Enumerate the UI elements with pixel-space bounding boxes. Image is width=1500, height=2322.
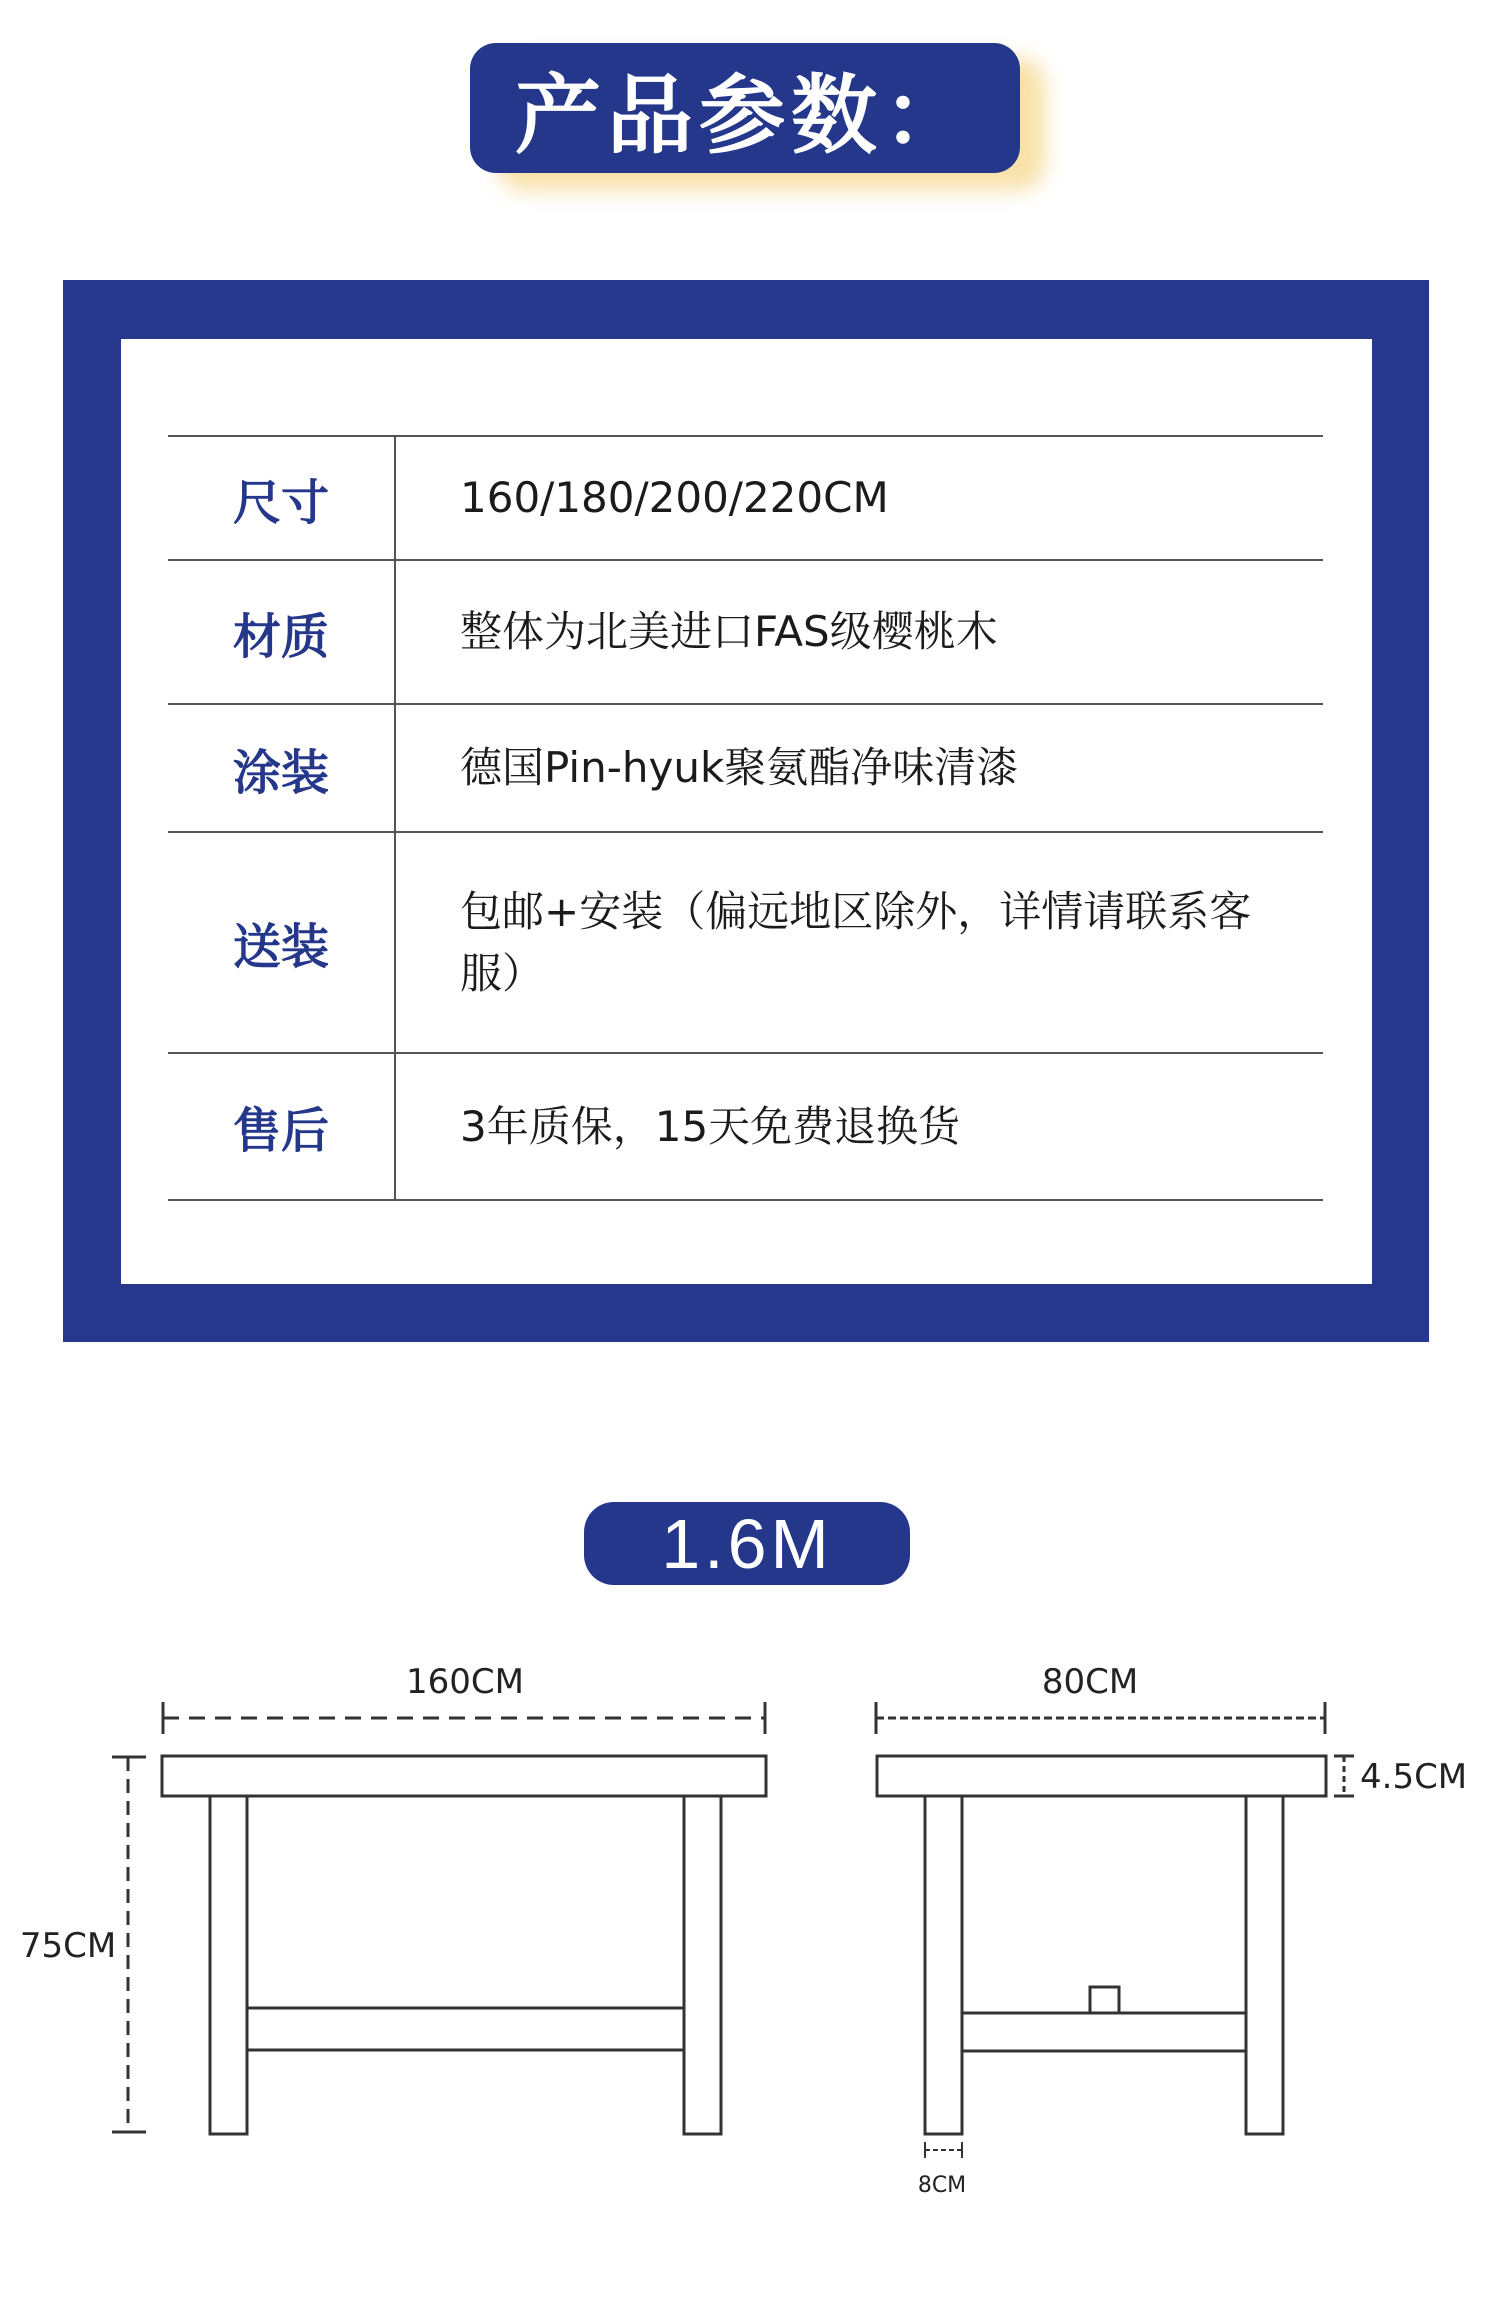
param-value-aftersale: 3年质保，15天免费退换货 <box>395 1053 1323 1200</box>
param-label-coating: 涂装 <box>168 704 395 832</box>
page-title: 产品参数： <box>470 43 1020 173</box>
length-label: 160CM <box>406 1662 524 1702</box>
thickness-label: 4.5CM <box>1360 1757 1468 1797</box>
side-view <box>876 1702 1354 2158</box>
width-label: 80CM <box>1041 1662 1139 1702</box>
model-size-badge: 1.6M <box>584 1502 910 1585</box>
side-tabletop <box>877 1756 1326 1796</box>
leg-size-label: 8CM <box>917 2173 967 2198</box>
side-stretcher-block <box>1090 1987 1119 2013</box>
height-label: 75CM <box>19 1926 117 1966</box>
table-row <box>168 560 1323 704</box>
params-table <box>168 435 1323 1201</box>
table-row <box>168 1053 1323 1200</box>
table-row <box>168 832 1323 1053</box>
front-leg-left <box>210 1796 247 2134</box>
side-leg-left <box>925 1796 962 2134</box>
front-view <box>112 1702 766 2134</box>
table-row <box>168 704 1323 832</box>
param-label-delivery: 送装 <box>168 832 395 1053</box>
param-value-coating: 德国Pin-hyuk聚氨酯净味清漆 <box>395 704 1323 832</box>
param-value-delivery: 包邮+安装（偏远地区除外，详情请联系客服） <box>395 832 1323 1053</box>
param-value-size: 160/180/200/220CM <box>395 436 1323 560</box>
table-row <box>168 436 1323 560</box>
side-stretcher <box>962 2013 1246 2051</box>
side-leg-right <box>1246 1796 1283 2134</box>
front-tabletop <box>162 1756 766 1796</box>
param-label-aftersale: 售后 <box>168 1053 395 1200</box>
param-label-size: 尺寸 <box>168 436 395 560</box>
front-leg-right <box>684 1796 721 2134</box>
table-dimension-drawing <box>0 1620 1500 2220</box>
param-label-material: 材质 <box>168 560 395 704</box>
param-value-material: 整体为北美进口FAS级樱桃木 <box>395 560 1323 704</box>
front-stretcher <box>247 2008 684 2050</box>
